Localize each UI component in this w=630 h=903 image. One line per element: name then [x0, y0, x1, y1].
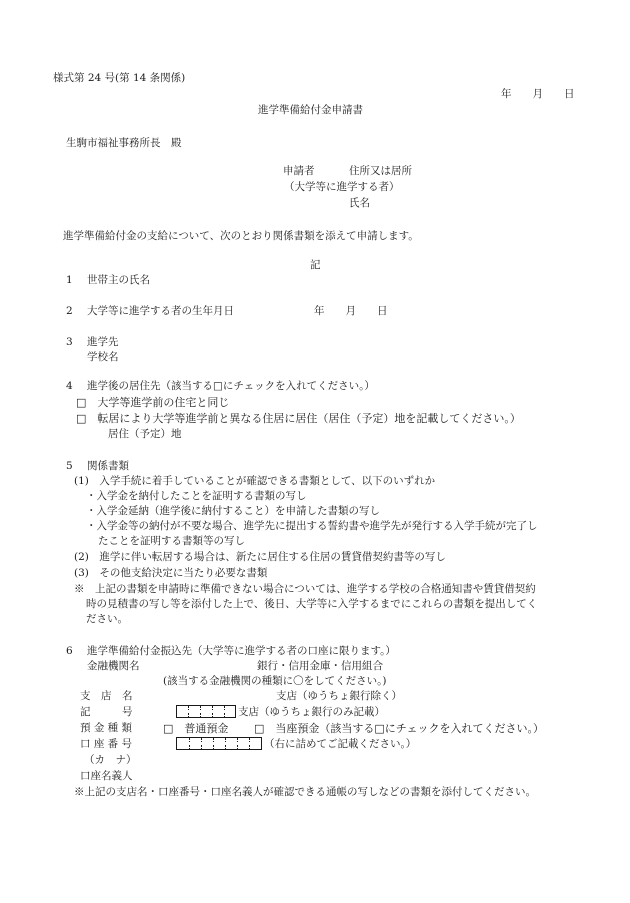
- section1-number: 1: [66, 274, 73, 286]
- birthdate-fields: 年 月 日: [314, 305, 388, 317]
- branch-name-label: 支 店 名: [80, 690, 133, 702]
- ordinary-deposit-checkbox[interactable]: □ 普通預金: [163, 722, 229, 735]
- doc-item-1: (1) 入学手続に着手していることが確認できる書類として、以下のいずれか: [74, 475, 436, 487]
- account-holder-label: 口座名義人: [80, 770, 133, 782]
- ki-heading: 記: [310, 259, 321, 271]
- symbol-suffix: 支店（ゆうちょ銀行のみ記載）: [238, 706, 385, 718]
- section5-label: 関係書類: [87, 460, 129, 472]
- kana-label: （カ ナ）: [84, 754, 137, 766]
- section2-label: 大学等に進学する者の生年月日: [87, 305, 234, 317]
- branch-suffix: 支店（ゆうちょ銀行除く）: [276, 690, 402, 702]
- doc-bullet-3a: ・入学金等の納付が不要な場合、進学先に提出する誓約書や進学先が発行する入学手続が完了し: [86, 520, 538, 532]
- addressee: 生駒市福祉事務所長 殿: [66, 137, 182, 149]
- bank-name-label: 金融機関名: [87, 660, 140, 672]
- account-number-label: 口 座 番 号: [80, 738, 133, 750]
- footer-note: ※上記の支店名・口座番号・口座名義人が確認できる通帳の写しなどの書類を添付してください。: [74, 786, 536, 798]
- intro-text: 進学準備給付金の支給について、次のとおり関係書類を添えて申請します。: [63, 230, 419, 242]
- doc-bullet-3b: たことを証明する書類等の写し: [98, 535, 245, 547]
- address-label: 住所又は居所: [349, 165, 412, 177]
- name-label: 氏名: [349, 197, 370, 209]
- section5-number: 5: [66, 460, 73, 472]
- date-line: 年 月 日: [501, 88, 575, 100]
- doc-note-c: ださい。: [86, 613, 128, 625]
- section3-label: 進学先: [87, 336, 119, 348]
- section4-number: 4: [66, 380, 73, 392]
- bank-type-options[interactable]: 銀行・信用金庫・信用組合: [257, 660, 383, 672]
- account-number-note: （右に詰めてご記載ください。）: [264, 738, 417, 750]
- doc-bullet-1: ・入学金を納付したことを証明する書類の写し: [86, 490, 307, 502]
- bank-type-note: (該当する金融機関の種類に〇をしてください。): [163, 675, 387, 687]
- section2-number: 2: [66, 305, 73, 317]
- doc-bullet-2: ・入学金延納（進学後に納付すること）を申請した書類の写し: [86, 505, 380, 517]
- doc-item-3: (3) その他支給決定に当たり必要な書類: [74, 567, 268, 579]
- page-title: 進学準備給付金申請書: [258, 104, 363, 116]
- section3-number: 3: [66, 336, 73, 348]
- form-number: 様式第 24 号(第 14 条関係): [53, 72, 186, 84]
- planned-residence-label: 居住（予定）地: [108, 428, 182, 440]
- doc-note-b: 時の見積書の写し等を添付した上で、後日、大学等に入学するまでにこれらの書類を提出してく: [86, 598, 538, 610]
- applicant-note: （大学等に進学する者）: [284, 181, 400, 193]
- symbol-input-box[interactable]: [176, 705, 236, 718]
- residence-same-checkbox[interactable]: □ 大学等進学前の住宅と同じ: [76, 396, 230, 409]
- section1-label: 世帯主の氏名: [87, 274, 150, 286]
- applicant-label: 申請者: [283, 165, 315, 177]
- symbol-label: 記 号: [80, 706, 133, 718]
- current-deposit-checkbox[interactable]: □ 当座預金（該当する□にチェックを入れてください。）: [254, 722, 544, 735]
- section6-number: 6: [66, 645, 73, 657]
- school-name-label: 学校名: [87, 351, 119, 363]
- section6-label: 進学準備給付金振込先（大学等に進学する者の口座に限ります。）: [87, 645, 396, 657]
- residence-moved-checkbox[interactable]: □ 転居により大学等進学前と異なる住居に居住（居住（予定）地を記載してください。）: [76, 412, 521, 425]
- doc-note-a: ※ 上記の書類を申請時に準備できない場合については、進学する学校の合格通知書や賃貸借契約: [74, 583, 536, 595]
- section4-label: 進学後の居住先（該当する□にチェックを入れてください。）: [87, 380, 375, 392]
- doc-item-2: (2) 進学に伴い転居する場合は、新たに居住する住居の賃貸借契約書等の写し: [74, 551, 446, 563]
- account-type-label: 預 金 種 類: [80, 722, 133, 734]
- account-number-input-box[interactable]: [176, 737, 262, 750]
